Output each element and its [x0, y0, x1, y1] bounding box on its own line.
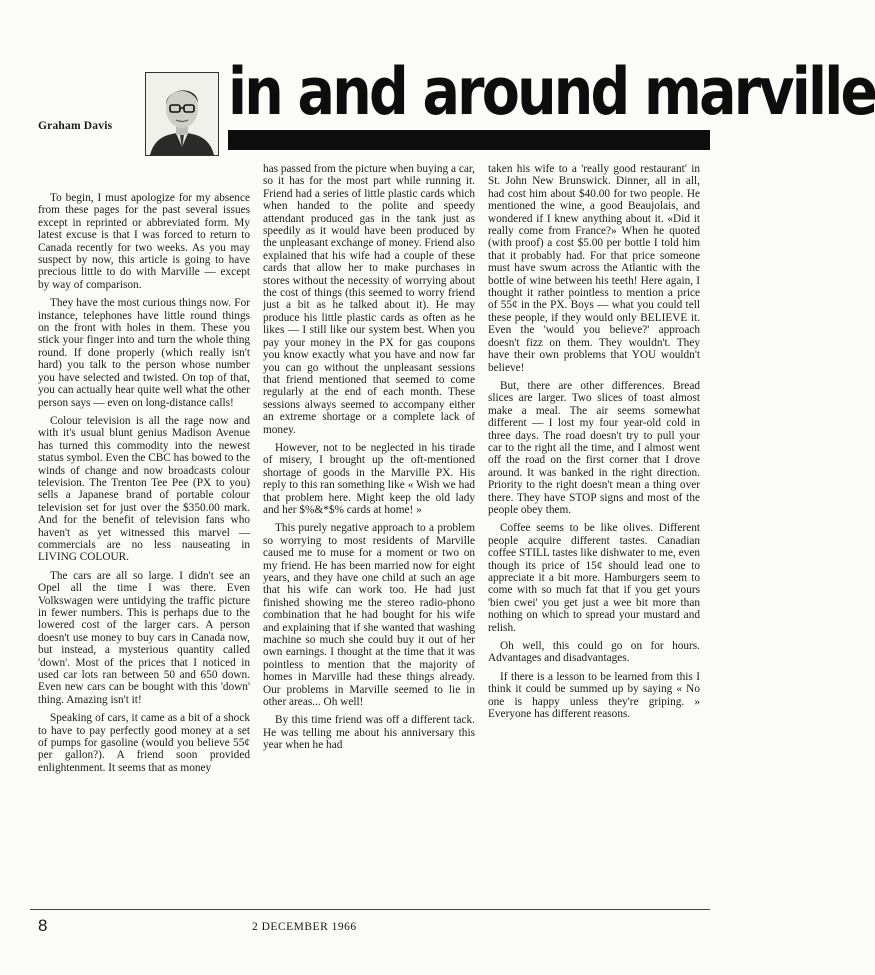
paragraph: However, not to be neglected in his tirade of misery, I brought up the oft-mentioned shortage of goods in the Marville PX. His reply to this ran something like « Wish we had that problem here. Might keep the old lady and her $%&*$% cards at home! »: [263, 441, 475, 516]
article-column-2: [263, 163, 475, 758]
article-column-3: [488, 163, 700, 726]
paragraph: But, there are other differences. Bread slices are larger. Two slices of toast almost make a meal. The air seems somewhat different — I lost my four year-old cold in three days. The road doesn't try to pull your car to the right all the time, and I almost went off the road on the first corner that I drove around. It was banked in the right direction. Priority to the right doesn't mean a thing over there. They have STOP signs and most of the people obey them.: [488, 379, 700, 516]
paragraph: To begin, I must apologize for my absence from these pages for the past several issues except in reprinted or abbreviated form. My latest excuse is that I was forced to return to Canada recently for two weeks. As you may suspect by now, this article is going to have precious little to do with Marville — except by way of comparison.: [38, 192, 250, 291]
paragraph: Colour television is all the rage now and with it's usual blunt genius Madison Avenue has turned this commodity into the newest status symbol. Even the CBC has bowed to the winds of change and now broadcasts colour television. The Trenton Tee Pee (PX to you) sells a Japanese brand of portable colour television set for just over the $350.00 mark. And for the benefit of television fans who haven't as yet witnessed this marvel — commercials are no less nauseating in LIVING COLOUR.: [38, 414, 250, 564]
paragraph: has passed from the picture when buying a car, so it has for the most part while running it. Friend had a series of little plastic cards which when handed to the polite and speedy attendant produced gas in the tank just as speedily as it would have been produced by the unpleasant exchange of money. Friend also explained that his wife had a couple of these cards that allow her to make purchases in stores without the necessity of worrying about the cost of things (this seemed to worry friend just a bit as he talked about it). He may produce his little plastic cards as often as he likes — I still like our system best. When you pay your money in the PX for gas coupons you know exactly what you have and now far you can go without the unpleasant sessions that friend mentioned that seemed to come regularly at the end of each month. These sessions always seemed to accompany either an extreme shortage or a complete lack of money.: [263, 163, 475, 436]
paragraph: taken his wife to a 'really good restaurant' in St. John New Brunswick. Dinner, all in all, had cost him about $40.00 for two people. He mentioned the wine, a good Beaujolais, and wondered if I knew anything about it. «Did it really come from France?» When he quoted (with proof) a cost $5.00 per bottle I told him that it probably had. For that price someone must have swum across the Atlantic with the bottle of wine between his teeth! Here again, I thought it rather pointless to mention a price of 55¢ in the PX. Boys — what you could tell these people, if they would only BELIEVE it. Even the 'would you believe?' approach doesn't fizz on them. They wouldn't. They have their own problems that YOU wouldn't believe!: [488, 163, 700, 374]
author-portrait-icon: [146, 73, 218, 155]
paragraph: This purely negative approach to a problem so worrying to most residents of Marville caused me to muse for a moment or two on my friend. He has been married now for eight years, and they have one child at such an age that his wife can work too. He had just finished showing me the stereo radio-phono combination that he had bought for his wife and explaining that if she wanted that washing machine so much she could buy it out of her own earnings. I thought at the time that it was pointless to mention that the majority of homes in Marville had these things already. Our problems in Marville seemed to lie in other areas... Oh well!: [263, 522, 475, 709]
author-photo: [145, 72, 219, 156]
paragraph: If there is a lesson to be learned from this I think it could be summed up by saying « No one is happy unless they're griping. » Everyone has different reasons.: [488, 670, 700, 721]
paragraph: By this time friend was off a different tack. He was telling me about his anniversary this year when he had: [263, 714, 475, 752]
paragraph: The cars are all so large. I didn't see an Opel all the time I was there. Even Volkswagen were untidying the traffic picture in fewer numbers. This is perhaps due to the lowered cost of the larger cars. A person doesn't use money to buy cars in Canada now, but instead, a mysterious quantity called 'down'. Most of the prices that I noticed in used car lots ran between 50 and 650 down. Even new cars can be bought with this 'down' thing. Amazing isn't it!: [38, 569, 250, 706]
paragraph: Oh well, this could go on for hours. Advantages and disadvantages.: [488, 640, 700, 665]
paragraph: Coffee seems to be like olives. Different people acquire different tastes. Canadian coffee STILL tastes like dishwater to me, even though its price of 15¢ should lead one to appreciate it a bit more. Hamburgers seem to come with so much fat that if you get yours 'bien cwei' you get just a wee bit more than nothing on which to spread your mustard and relish.: [488, 522, 700, 634]
headline-underline: [228, 130, 710, 150]
issue-date: 2 DECEMBER 1966: [252, 921, 357, 933]
paragraph: Speaking of cars, it came as a bit of a shock to have to pay perfectly good money at a set of pumps for gasoline (would you believe 55¢ per gallon?). A friend soon provided enlightenment. It seems that as money: [38, 712, 250, 774]
article-column-1: [38, 192, 250, 780]
page-number: 8: [38, 916, 48, 935]
headline: in and around marville: [228, 54, 875, 131]
paragraph: They have the most curious things now. For instance, telephones have little round things on the front with holes in them. These you stick your finger into and turn the whole thing round. If done properly (which really isn't hard) you talk to the person whose number you have selected and twisted. On top of that, you can actually hear quite well what the other person says — even on long-distance calls!: [38, 297, 250, 409]
footer-rule: [30, 909, 710, 910]
author-byline: Graham Davis: [38, 120, 113, 132]
